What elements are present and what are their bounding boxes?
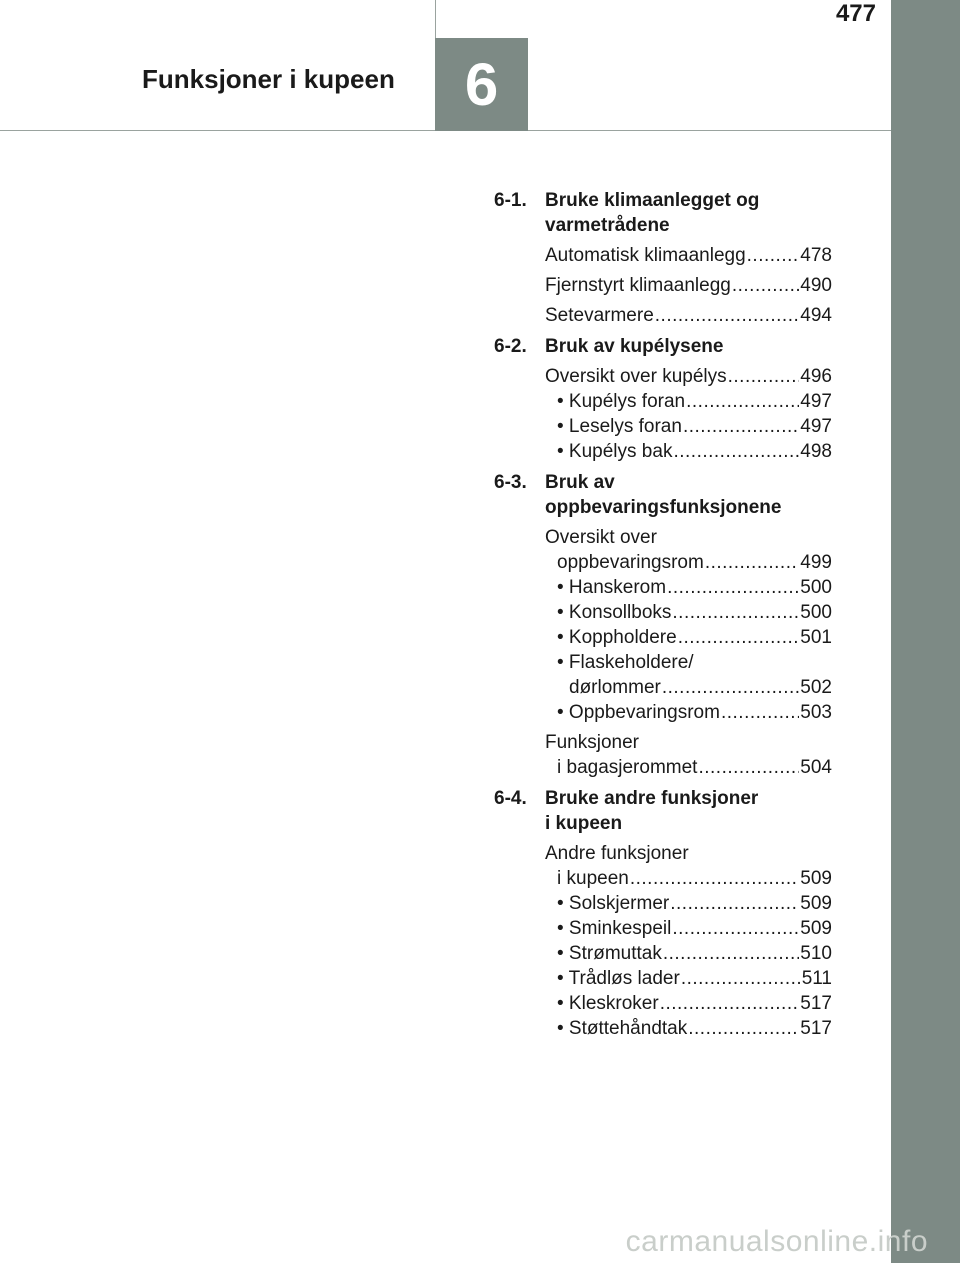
page-number: 477 <box>835 0 876 27</box>
dot-leader <box>663 941 799 966</box>
section-title-line: Bruke andre funksjoner <box>545 788 759 809</box>
dot-leader <box>667 575 799 600</box>
chapter-side-strip <box>891 0 960 1263</box>
toc-entry-label: Fjernstyrt klimaanlegg <box>545 275 731 296</box>
header-divider-vertical <box>435 0 436 40</box>
dot-leader <box>683 414 799 439</box>
dot-leader <box>662 675 799 700</box>
toc-entry-line: Andre funksjoner <box>545 843 689 864</box>
dot-leader <box>678 625 800 650</box>
section-title-line: varmetrådene <box>545 215 670 236</box>
toc-entry-label: i kupeen <box>557 868 629 889</box>
section-title <box>545 188 832 238</box>
dot-leader <box>686 389 799 414</box>
table-of-contents <box>494 188 832 1041</box>
toc-entry[interactable] <box>545 364 832 389</box>
toc-entry-label: • Kupélys foran <box>557 391 686 412</box>
toc-entry-label: • Konsollboks <box>557 602 672 623</box>
toc-entry-label: • Kupélys bak <box>557 441 673 462</box>
dot-leader <box>660 991 800 1016</box>
toc-entry-label: • Støttehåndtak <box>557 1018 688 1039</box>
dot-leader <box>673 439 799 464</box>
toc-entry[interactable] <box>545 991 832 1016</box>
toc-section <box>494 786 832 1041</box>
dot-leader <box>672 916 799 941</box>
toc-entry-label: Oversikt over kupélys <box>545 366 727 387</box>
toc-entry-page: 517 <box>800 993 832 1014</box>
section-number: 6-1. <box>494 190 527 211</box>
toc-entry-label: dørlommer <box>569 677 661 698</box>
toc-entry-page: 502 <box>800 677 832 698</box>
watermark: carmanualsonline.info <box>625 1225 928 1258</box>
toc-entry[interactable] <box>545 755 832 780</box>
toc-entry[interactable] <box>545 414 832 439</box>
toc-entry[interactable] <box>545 866 832 891</box>
toc-entry[interactable] <box>545 675 832 700</box>
toc-entry-page: 496 <box>800 366 832 387</box>
toc-entry-page: 498 <box>800 441 832 462</box>
section-number: 6-2. <box>494 336 527 357</box>
toc-entry-label: • Strømuttak <box>557 943 662 964</box>
section-title <box>545 334 832 359</box>
dot-leader <box>732 273 799 298</box>
toc-entry-label: • Solskjermer <box>557 893 670 914</box>
toc-entry-page: 509 <box>800 918 832 939</box>
dot-leader <box>630 866 799 891</box>
section-title-line: Bruke klimaanlegget og <box>545 190 760 211</box>
toc-entry-label: Setevarmere <box>545 305 654 326</box>
toc-entry-page: 490 <box>800 275 832 296</box>
toc-entry-page: 500 <box>800 602 832 623</box>
toc-entry[interactable] <box>545 916 832 941</box>
toc-entry[interactable] <box>545 891 832 916</box>
dot-leader <box>681 966 801 991</box>
toc-entry-page: 494 <box>800 305 832 326</box>
toc-entry-label: • Trådløs lader <box>557 968 680 989</box>
toc-entry-page: 504 <box>800 757 832 778</box>
toc-section <box>494 470 832 780</box>
toc-entry-page: 503 <box>800 702 832 723</box>
chapter-number-box: 6 <box>435 38 528 131</box>
toc-entry[interactable] <box>545 243 832 268</box>
dot-leader <box>670 891 799 916</box>
section-title <box>545 786 832 836</box>
toc-entry-label: Automatisk klimaanlegg <box>545 245 746 266</box>
dot-leader <box>698 755 799 780</box>
toc-entry-page: 510 <box>800 943 832 964</box>
chapter-title: Funksjoner i kupeen <box>142 64 395 94</box>
section-number: 6-3. <box>494 472 527 493</box>
toc-entry[interactable] <box>545 966 832 991</box>
toc-entry[interactable] <box>545 941 832 966</box>
toc-entry-page: 497 <box>800 391 832 412</box>
toc-entry[interactable] <box>545 600 832 625</box>
toc-entry[interactable] <box>545 1016 832 1041</box>
dot-leader <box>688 1016 799 1041</box>
section-title-line: Bruk av kupélysene <box>545 336 724 357</box>
dot-leader <box>705 550 799 575</box>
toc-entry-line: Funksjoner <box>545 732 639 753</box>
section-number: 6-4. <box>494 788 527 809</box>
toc-entry-page: 509 <box>800 868 832 889</box>
toc-entry-label: • Hanskerom <box>557 577 667 598</box>
toc-entry-line: • Flaskeholdere/ <box>557 652 694 673</box>
toc-entry-line: Oversikt over <box>545 527 657 548</box>
toc-entry-label: • Koppholdere <box>557 627 677 648</box>
toc-entry[interactable] <box>545 700 832 725</box>
section-title-line: i kupeen <box>545 813 623 834</box>
section-heading[interactable] <box>494 470 832 520</box>
toc-entry[interactable] <box>545 389 832 414</box>
dot-leader <box>672 600 799 625</box>
toc-entry[interactable] <box>545 273 832 298</box>
toc-section <box>494 188 832 328</box>
dot-leader <box>655 303 800 328</box>
toc-section <box>494 334 832 464</box>
dot-leader <box>747 243 800 268</box>
section-heading[interactable] <box>494 334 832 359</box>
dot-leader <box>721 700 799 725</box>
toc-entry[interactable] <box>545 575 832 600</box>
toc-entry-page: 500 <box>800 577 832 598</box>
section-heading[interactable] <box>494 188 832 238</box>
toc-entry-label: • Leselys foran <box>557 416 682 437</box>
toc-entry-page: 517 <box>800 1018 832 1039</box>
toc-entry-page: 511 <box>801 968 832 989</box>
toc-entry-page: 499 <box>800 552 832 573</box>
toc-entry-page: 478 <box>800 245 832 266</box>
toc-entry[interactable] <box>545 625 832 650</box>
toc-entry-label: • Oppbevaringsrom <box>557 702 720 723</box>
section-heading[interactable] <box>494 786 832 836</box>
toc-entry-label: oppbevaringsrom <box>557 552 704 573</box>
toc-entry[interactable] <box>545 303 832 328</box>
dot-leader <box>728 364 800 389</box>
toc-entry[interactable] <box>545 439 832 464</box>
toc-entry-label: • Sminkespeil <box>557 918 672 939</box>
section-title <box>545 470 832 520</box>
toc-entry-page: 501 <box>800 627 832 648</box>
section-title-line: oppbevaringsfunksjonene <box>545 497 782 518</box>
toc-entry-page: 509 <box>800 893 832 914</box>
toc-entry-page: 497 <box>800 416 832 437</box>
toc-entry-label: i bagasjerommet <box>557 757 698 778</box>
section-title-line: Bruk av <box>545 472 615 493</box>
toc-entry-label: • Kleskroker <box>557 993 659 1014</box>
toc-entry[interactable] <box>545 550 832 575</box>
